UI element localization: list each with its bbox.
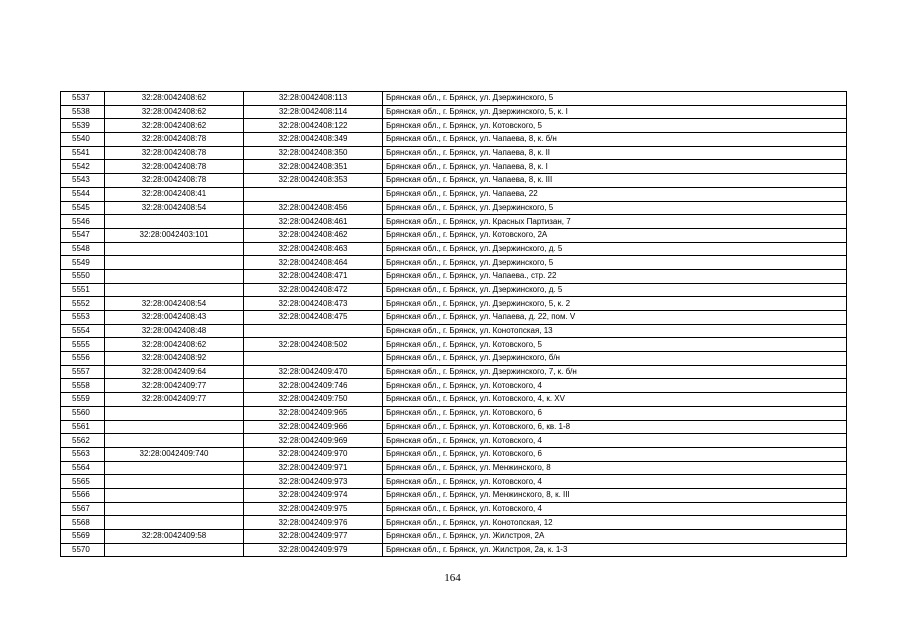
cadastral-number-cell [105, 283, 244, 297]
row-number-cell: 5562 [61, 434, 105, 448]
cadastral-number-cell: 32:28:0042409:58 [105, 530, 244, 544]
cadastral-number-cell: 32:28:0042408:62 [105, 119, 244, 133]
address-cell: Брянская обл., г. Брянск, ул. Котовского, 5 [383, 338, 847, 352]
table-row [61, 242, 847, 256]
row-number-cell: 5564 [61, 461, 105, 475]
row-number-cell: 5541 [61, 146, 105, 160]
table-row [61, 352, 847, 366]
table-row [61, 447, 847, 461]
object-cadastral-number-cell: 32:28:0042409:965 [244, 406, 383, 420]
cadastral-number-cell: 32:28:0042403:101 [105, 228, 244, 242]
row-number-cell: 5563 [61, 447, 105, 461]
object-cadastral-number-cell: 32:28:0042408:113 [244, 92, 383, 106]
object-cadastral-number-cell: 32:28:0042409:966 [244, 420, 383, 434]
cadastral-number-cell: 32:28:0042408:62 [105, 92, 244, 106]
address-cell: Брянская обл., г. Брянск, ул. Котовского, 4 [383, 502, 847, 516]
row-number-cell: 5552 [61, 297, 105, 311]
table-row [61, 311, 847, 325]
object-cadastral-number-cell: 32:28:0042408:471 [244, 269, 383, 283]
table-row [61, 543, 847, 557]
table-row [61, 92, 847, 106]
object-cadastral-number-cell [244, 352, 383, 366]
object-cadastral-number-cell: 32:28:0042409:746 [244, 379, 383, 393]
table-row [61, 324, 847, 338]
row-number-cell: 5557 [61, 365, 105, 379]
cadastral-number-cell [105, 434, 244, 448]
cadastral-number-cell: 32:28:0042408:78 [105, 133, 244, 147]
object-cadastral-number-cell: 32:28:0042408:114 [244, 105, 383, 119]
table-row [61, 119, 847, 133]
object-cadastral-number-cell [244, 324, 383, 338]
row-number-cell: 5554 [61, 324, 105, 338]
table-row [61, 297, 847, 311]
table-row [61, 160, 847, 174]
table-row [61, 146, 847, 160]
address-cell: Брянская обл., г. Брянск, ул. Чапаева, 8, к. II [383, 146, 847, 160]
row-number-cell: 5538 [61, 105, 105, 119]
row-number-cell: 5553 [61, 311, 105, 325]
cadastral-number-cell: 32:28:0042409:77 [105, 393, 244, 407]
cadastral-number-cell [105, 488, 244, 502]
address-cell: Брянская обл., г. Брянск, ул. Котовского, 4 [383, 475, 847, 489]
table-row [61, 215, 847, 229]
address-cell: Брянская обл., г. Брянск, ул. Чапаева, 22 [383, 187, 847, 201]
row-number-cell: 5540 [61, 133, 105, 147]
cadastral-number-cell [105, 269, 244, 283]
row-number-cell: 5567 [61, 502, 105, 516]
object-cadastral-number-cell: 32:28:0042408:350 [244, 146, 383, 160]
table-row [61, 283, 847, 297]
address-cell: Брянская обл., г. Брянск, ул. Красных Партизан, 7 [383, 215, 847, 229]
object-cadastral-number-cell: 32:28:0042409:976 [244, 516, 383, 530]
cadastral-number-cell [105, 420, 244, 434]
row-number-cell: 5550 [61, 269, 105, 283]
row-number-cell: 5546 [61, 215, 105, 229]
table-row [61, 393, 847, 407]
address-cell: Брянская обл., г. Брянск, ул. Менжинского, 8 [383, 461, 847, 475]
table-row [61, 420, 847, 434]
object-cadastral-number-cell: 32:28:0042408:353 [244, 174, 383, 188]
cadastral-number-cell [105, 502, 244, 516]
cadastral-number-cell: 32:28:0042409:77 [105, 379, 244, 393]
cadastral-number-cell: 32:28:0042408:62 [105, 338, 244, 352]
cadastral-number-cell [105, 215, 244, 229]
row-number-cell: 5569 [61, 530, 105, 544]
row-number-cell: 5545 [61, 201, 105, 215]
object-cadastral-number-cell: 32:28:0042408:461 [244, 215, 383, 229]
address-cell: Брянская обл., г. Брянск, ул. Котовского, 4 [383, 434, 847, 448]
object-cadastral-number-cell: 32:28:0042408:472 [244, 283, 383, 297]
object-cadastral-number-cell: 32:28:0042409:971 [244, 461, 383, 475]
table-row [61, 461, 847, 475]
address-cell: Брянская обл., г. Брянск, ул. Конотопская, 13 [383, 324, 847, 338]
object-cadastral-number-cell: 32:28:0042408:456 [244, 201, 383, 215]
row-number-cell: 5568 [61, 516, 105, 530]
cadastral-number-cell: 32:28:0042408:78 [105, 160, 244, 174]
cadastral-number-cell [105, 475, 244, 489]
object-cadastral-number-cell: 32:28:0042409:974 [244, 488, 383, 502]
address-cell: Брянская обл., г. Брянск, ул. Дзержинского, д. 5 [383, 242, 847, 256]
row-number-cell: 5558 [61, 379, 105, 393]
cadastral-number-cell: 32:28:0042409:64 [105, 365, 244, 379]
table-row [61, 187, 847, 201]
address-cell: Брянская обл., г. Брянск, ул. Дзержинского, 5 [383, 256, 847, 270]
table-row [61, 502, 847, 516]
table-row [61, 379, 847, 393]
row-number-cell: 5549 [61, 256, 105, 270]
object-cadastral-number-cell: 32:28:0042408:122 [244, 119, 383, 133]
address-cell: Брянская обл., г. Брянск, ул. Котовского, 6 [383, 447, 847, 461]
object-cadastral-number-cell: 32:28:0042409:970 [244, 447, 383, 461]
row-number-cell: 5570 [61, 543, 105, 557]
address-cell: Брянская обл., г. Брянск, ул. Котовского, 2А [383, 228, 847, 242]
table-row [61, 228, 847, 242]
address-cell: Брянская обл., г. Брянск, ул. Чапаева, 8, к. I [383, 160, 847, 174]
address-cell: Брянская обл., г. Брянск, ул. Чапаева, д. 22, пом. V [383, 311, 847, 325]
object-cadastral-number-cell [244, 187, 383, 201]
page-number: 164 [444, 572, 461, 584]
cadastral-number-cell [105, 242, 244, 256]
address-cell: Брянская обл., г. Брянск, ул. Котовского, 4 [383, 379, 847, 393]
cadastral-number-cell [105, 406, 244, 420]
row-number-cell: 5560 [61, 406, 105, 420]
object-cadastral-number-cell: 32:28:0042409:969 [244, 434, 383, 448]
cadastral-number-cell: 32:28:0042408:43 [105, 311, 244, 325]
table-row [61, 365, 847, 379]
row-number-cell: 5548 [61, 242, 105, 256]
cadastral-number-cell [105, 516, 244, 530]
registry-table [60, 91, 847, 557]
cadastral-number-cell [105, 256, 244, 270]
row-number-cell: 5539 [61, 119, 105, 133]
object-cadastral-number-cell: 32:28:0042408:475 [244, 311, 383, 325]
address-cell: Брянская обл., г. Брянск, ул. Дзержинского, 5, к. I [383, 105, 847, 119]
row-number-cell: 5561 [61, 420, 105, 434]
address-cell: Брянская обл., г. Брянск, ул. Дзержинского, 5 [383, 92, 847, 106]
row-number-cell: 5555 [61, 338, 105, 352]
row-number-cell: 5556 [61, 352, 105, 366]
address-cell: Брянская обл., г. Брянск, ул. Котовского, 4, к. XV [383, 393, 847, 407]
address-cell: Брянская обл., г. Брянск, ул. Котовского, 6, кв. 1-8 [383, 420, 847, 434]
address-cell: Брянская обл., г. Брянск, ул. Котовского, 6 [383, 406, 847, 420]
cadastral-number-cell: 32:28:0042408:92 [105, 352, 244, 366]
registry-table-body [61, 92, 847, 557]
table-row [61, 475, 847, 489]
address-cell: Брянская обл., г. Брянск, ул. Чапаева., стр. 22 [383, 269, 847, 283]
cadastral-number-cell: 32:28:0042408:62 [105, 105, 244, 119]
object-cadastral-number-cell: 32:28:0042409:750 [244, 393, 383, 407]
table-row [61, 105, 847, 119]
row-number-cell: 5537 [61, 92, 105, 106]
table-row [61, 269, 847, 283]
cadastral-number-cell [105, 461, 244, 475]
row-number-cell: 5547 [61, 228, 105, 242]
object-cadastral-number-cell: 32:28:0042409:973 [244, 475, 383, 489]
object-cadastral-number-cell: 32:28:0042408:502 [244, 338, 383, 352]
cadastral-number-cell: 32:28:0042408:41 [105, 187, 244, 201]
object-cadastral-number-cell: 32:28:0042408:463 [244, 242, 383, 256]
cadastral-number-cell: 32:28:0042408:54 [105, 201, 244, 215]
object-cadastral-number-cell: 32:28:0042408:462 [244, 228, 383, 242]
row-number-cell: 5559 [61, 393, 105, 407]
row-number-cell: 5551 [61, 283, 105, 297]
object-cadastral-number-cell: 32:28:0042409:977 [244, 530, 383, 544]
object-cadastral-number-cell: 32:28:0042408:349 [244, 133, 383, 147]
table-row [61, 516, 847, 530]
object-cadastral-number-cell: 32:28:0042409:979 [244, 543, 383, 557]
address-cell: Брянская обл., г. Брянск, ул. Менжинского, 8, к. III [383, 488, 847, 502]
table-row [61, 488, 847, 502]
object-cadastral-number-cell: 32:28:0042409:470 [244, 365, 383, 379]
object-cadastral-number-cell: 32:28:0042408:351 [244, 160, 383, 174]
cadastral-number-cell: 32:28:0042408:54 [105, 297, 244, 311]
table-row [61, 406, 847, 420]
cadastral-number-cell: 32:28:0042409:740 [105, 447, 244, 461]
table-row [61, 174, 847, 188]
table-row [61, 256, 847, 270]
address-cell: Брянская обл., г. Брянск, ул. Жилстроя, 2а, к. 1-3 [383, 543, 847, 557]
address-cell: Брянская обл., г. Брянск, ул. Дзержинского, 5, к. 2 [383, 297, 847, 311]
object-cadastral-number-cell: 32:28:0042408:464 [244, 256, 383, 270]
table-row [61, 201, 847, 215]
address-cell: Брянская обл., г. Брянск, ул. Чапаева, 8, к. III [383, 174, 847, 188]
cadastral-number-cell [105, 543, 244, 557]
object-cadastral-number-cell: 32:28:0042409:975 [244, 502, 383, 516]
cadastral-number-cell: 32:28:0042408:48 [105, 324, 244, 338]
address-cell: Брянская обл., г. Брянск, ул. Дзержинского, 5 [383, 201, 847, 215]
table-row [61, 133, 847, 147]
address-cell: Брянская обл., г. Брянск, ул. Дзержинского, б/н [383, 352, 847, 366]
address-cell: Брянская обл., г. Брянск, ул. Дзержинского, д. 5 [383, 283, 847, 297]
object-cadastral-number-cell: 32:28:0042408:473 [244, 297, 383, 311]
cadastral-number-cell: 32:28:0042408:78 [105, 146, 244, 160]
row-number-cell: 5565 [61, 475, 105, 489]
row-number-cell: 5544 [61, 187, 105, 201]
cadastral-number-cell: 32:28:0042408:78 [105, 174, 244, 188]
address-cell: Брянская обл., г. Брянск, ул. Конотопская, 12 [383, 516, 847, 530]
address-cell: Брянская обл., г. Брянск, ул. Котовского, 5 [383, 119, 847, 133]
table-row [61, 338, 847, 352]
row-number-cell: 5543 [61, 174, 105, 188]
row-number-cell: 5542 [61, 160, 105, 174]
address-cell: Брянская обл., г. Брянск, ул. Чапаева, 8, к. б/н [383, 133, 847, 147]
address-cell: Брянская обл., г. Брянск, ул. Жилстроя, 2А [383, 530, 847, 544]
table-row [61, 434, 847, 448]
table-row [61, 530, 847, 544]
address-cell: Брянская обл., г. Брянск, ул. Дзержинского, 7, к. б/н [383, 365, 847, 379]
row-number-cell: 5566 [61, 488, 105, 502]
